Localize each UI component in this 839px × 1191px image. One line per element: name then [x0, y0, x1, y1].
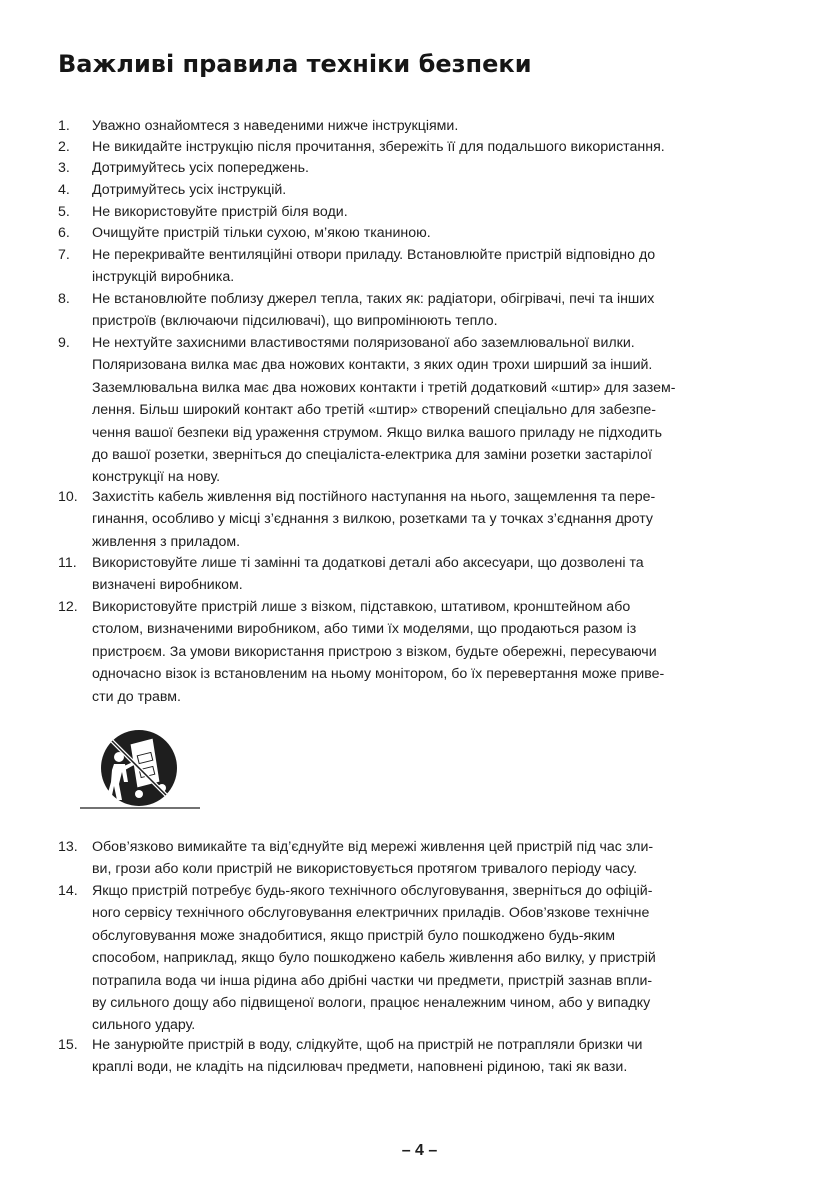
rule-number: 5.	[58, 204, 70, 220]
rule-text: Не викидайте інструкцію після прочитання, збережіть її для подальшого використання.	[92, 139, 665, 155]
rule-text: Не перекривайте вентиляційні отвори приладу. Встановлюйте пристрій відповідно до інструкцій виробника.	[92, 247, 656, 286]
page-title: Важливі правила техніки безпеки	[58, 50, 532, 78]
rule-number: 11.	[58, 555, 77, 571]
rule-text: Використовуйте пристрій лише з візком, підставкою, штативом, кронштейном або столом, визначеними виробником, або тими їх моделями, що продаються разом із пристроєм. За умови використання пристрою з візком, будьте обережні, пересуваючи одночасно візок із встановленим на ньому монітором, бо їх перевертання може приве- сти до травм.	[92, 599, 665, 705]
rule-number: 14.	[58, 883, 78, 899]
rule-number: 13.	[58, 839, 78, 855]
rule-number: 2.	[58, 139, 70, 155]
page-number: – 4 –	[401, 1142, 438, 1159]
rule-text: Використовуйте лише ті замінні та додаткові деталі або аксесуари, що дозволені та визначені виробником.	[92, 555, 644, 594]
rule-number: 9.	[58, 335, 70, 351]
rule-text: Не занурюйте пристрій в воду, слідкуйте, щоб на пристрій не потрапляли бризки чи краплі води, не кладіть на підсилювач предмети, наповнені рідиною, такі як вази.	[92, 1037, 643, 1076]
rule-number: 6.	[58, 225, 70, 241]
rule-number: 12.	[58, 599, 78, 615]
cart-tip-over-warning-icon	[78, 724, 202, 814]
rule-number: 1.	[58, 118, 70, 134]
rule-text: Не нехтуйте захисними властивостями поляризованої або заземлювальної вилки. Поляризована вилка має два ножових контакти, з яких один трохи ширший за інший. Заземлювальна вилка має два ножових контакти і третій додатковий «штир» для зазем- лення. Більш широкий контакт або третій «штир» створений спеціально для забезпе- чення вашої безпеки від ураження струмом. Якщо вилка вашого приладу не підходить до вашої розетки, зверніться до спеціаліста-електрика для заміни розетки застарілої конструкції на нову.	[92, 335, 676, 486]
rule-number: 3.	[58, 160, 70, 176]
rule-text: Обов’язково вимикайте та від’єднуйте від мережі живлення цей пристрій під час зли- ви, грози або коли пристрій не використовується протягом тривалого періоду часу.	[92, 839, 654, 878]
rule-text: Якщо пристрій потребує будь-якого технічного обслуговування, зверніться до офіцій- ного сервісу технічного обслуговування електричних приладів. Обов’язкове технічне обслуговування може знадобитися, якщо пристрій було пошкоджено будь-яким способом, наприклад, якщо було пошкоджено кабель живлення або вилку, у пристрій потрапила вода чи інша рідина або дрібні частки чи предмети, пристрій зазнав впли- ву сильного дощу або підвищеної вологи, працює неналежним чином, або у випадку сильного удару.	[92, 883, 656, 1034]
rule-text: Не встановлюйте поблизу джерел тепла, таких як: радіатори, обігрівачі, печі та інших пристроїв (включаючи підсилювачі), що випромінюють тепло.	[92, 291, 655, 330]
rule-text: Не використовуйте пристрій біля води.	[92, 204, 348, 220]
rule-number: 8.	[58, 291, 70, 307]
rule-text: Очищуйте пристрій тільки сухою, м’якою тканиною.	[92, 225, 431, 241]
rule-number: 15.	[58, 1037, 78, 1053]
rule-text: Дотримуйтесь усіх інструкцій.	[92, 182, 287, 198]
rule-number: 7.	[58, 247, 70, 263]
rule-text: Уважно ознайомтеся з наведеними нижче інструкціями.	[92, 118, 459, 134]
rule-text: Дотримуйтесь усіх попереджень.	[92, 160, 309, 176]
rule-text: Захистіть кабель живлення від постійного наступання на нього, защемлення та пере- гинання, особливо у місці з’єднання з вилкою, розетками та у точках з’єднання дроту живлення з приладом.	[92, 489, 656, 550]
rule-number: 4.	[58, 182, 70, 198]
rule-number: 10.	[58, 489, 78, 505]
